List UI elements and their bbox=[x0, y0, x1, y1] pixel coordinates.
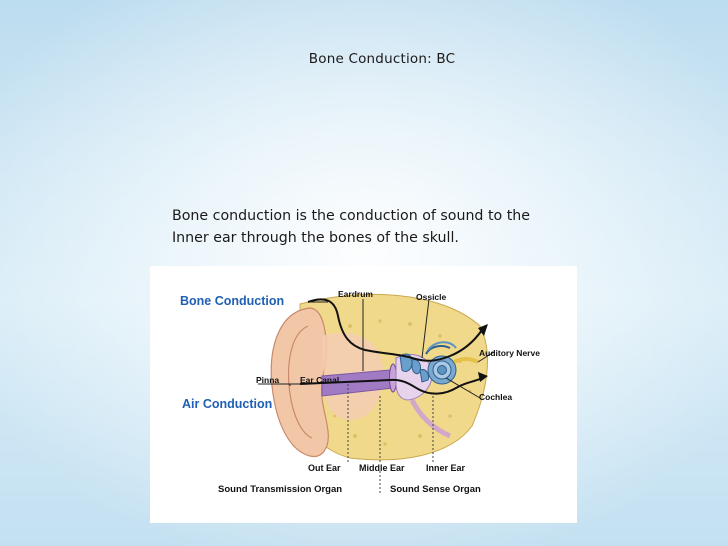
label-inner-ear: Inner Ear bbox=[426, 463, 466, 473]
label-sound-transmission-organ: Sound Transmission Organ bbox=[218, 484, 343, 495]
eardrum-shape bbox=[390, 364, 397, 392]
label-middle-ear: Middle Ear bbox=[359, 463, 405, 473]
ear-anatomy-diagram bbox=[150, 266, 577, 523]
label-out-ear: Out Ear bbox=[308, 463, 341, 473]
label-air-conduction: Air Conduction bbox=[182, 397, 273, 411]
slide-body-text bbox=[172, 205, 612, 249]
ear-anatomy-figure bbox=[150, 266, 577, 523]
label-ear-canal: Ear Canal bbox=[300, 375, 340, 385]
label-auditory-nerve: Auditory Nerve bbox=[479, 348, 540, 358]
label-pinna: Pinna bbox=[256, 375, 280, 385]
body-line-1: Bone conduction is the conduction of sound to the bbox=[172, 208, 530, 224]
label-eardrum: Eardrum bbox=[338, 289, 373, 299]
label-sound-sense-organ: Sound Sense Organ bbox=[390, 484, 481, 495]
label-ossicle: Ossicle bbox=[416, 292, 447, 302]
slide-title: Bone Conduction: BC bbox=[308, 51, 456, 67]
body-line-2: Inner ear through the bones of the skull. bbox=[172, 230, 459, 246]
label-bone-conduction: Bone Conduction bbox=[180, 294, 285, 308]
label-cochlea: Cochlea bbox=[479, 392, 513, 402]
